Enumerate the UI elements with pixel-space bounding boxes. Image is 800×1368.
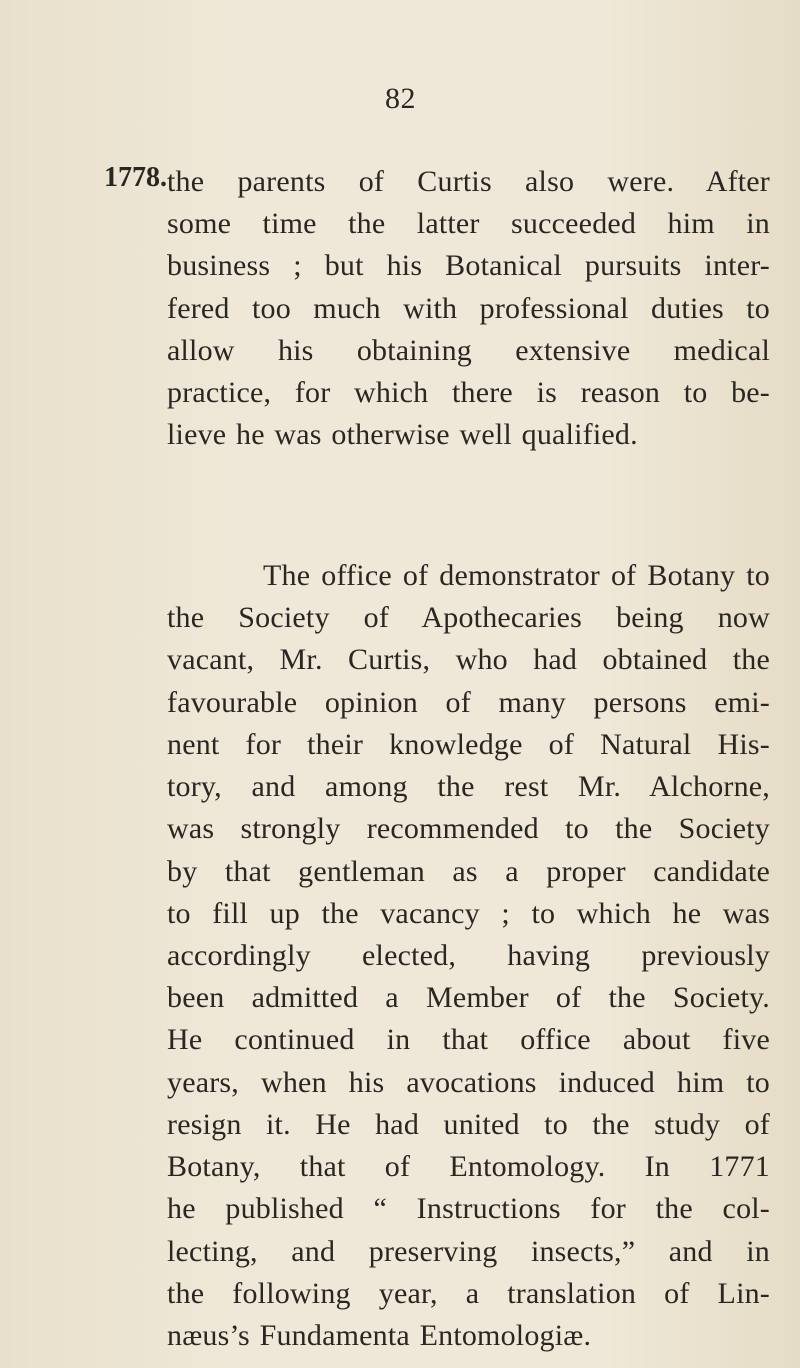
paragraph-1-line-3: business ; but his Botanical pursuits inter- bbox=[167, 249, 770, 282]
page-number: 82 bbox=[385, 82, 416, 115]
paragraph-2-line-5: nent for their knowledge of Natural His- bbox=[167, 728, 770, 761]
paragraph-1-line-2: some time the latter succeeded him in bbox=[167, 207, 770, 240]
paragraph-2-line-19: næus’s Fundamenta Entomologiæ. bbox=[167, 1319, 592, 1352]
paragraph-2-line-4: favourable opinion of many persons emi- bbox=[167, 686, 770, 719]
paragraph-2-line-3: vacant, Mr. Curtis, who had obtained the bbox=[167, 643, 770, 676]
paragraph-2-line-18: the following year, a translation of Lin- bbox=[167, 1277, 770, 1310]
paragraph-1-line-5: allow his obtaining extensive medical bbox=[167, 334, 770, 367]
paragraph-2-line-17: lecting, and preserving insects,” and in bbox=[167, 1235, 770, 1268]
paragraph-2-line-1: The office of demonstrator of Botany to bbox=[263, 559, 770, 592]
paragraph-2-line-16: he published “ Instructions for the col- bbox=[167, 1192, 770, 1225]
paragraph-2-line-2: the Society of Apothecaries being now bbox=[167, 601, 770, 634]
paragraph-2-line-13: years, when his avocations induced him to bbox=[167, 1066, 770, 1099]
paragraph-1-line-6: practice, for which there is reason to be- bbox=[167, 376, 770, 409]
paragraph-1-line-1: the parents of Curtis also were. After bbox=[167, 165, 770, 198]
paragraph-2-line-11: been admitted a Member of the Society. bbox=[167, 981, 770, 1014]
paragraph-2-line-9: to fill up the vacancy ; to which he was bbox=[167, 897, 770, 930]
paragraph-2-line-8: by that gentleman as a proper candidate bbox=[167, 855, 770, 888]
margin-year-note: 1778. bbox=[104, 162, 167, 193]
paragraph-2-line-15: Botany, that of Entomology. In 1771 bbox=[167, 1150, 770, 1183]
paragraph-2-line-7: was strongly recommended to the Society bbox=[167, 812, 770, 845]
paragraph-2-line-14: resign it. He had united to the study of bbox=[167, 1108, 770, 1141]
paragraph-2-line-12: He continued in that office about five bbox=[167, 1023, 770, 1056]
paragraph-1-line-4: fered too much with professional duties to bbox=[167, 292, 770, 325]
paragraph-2-line-6: tory, and among the rest Mr. Alchorne, bbox=[167, 770, 770, 803]
paragraph-2-line-10: accordingly elected, having previously bbox=[167, 939, 770, 972]
paragraph-1-line-7: lieve he was otherwise well qualified. bbox=[167, 418, 638, 451]
